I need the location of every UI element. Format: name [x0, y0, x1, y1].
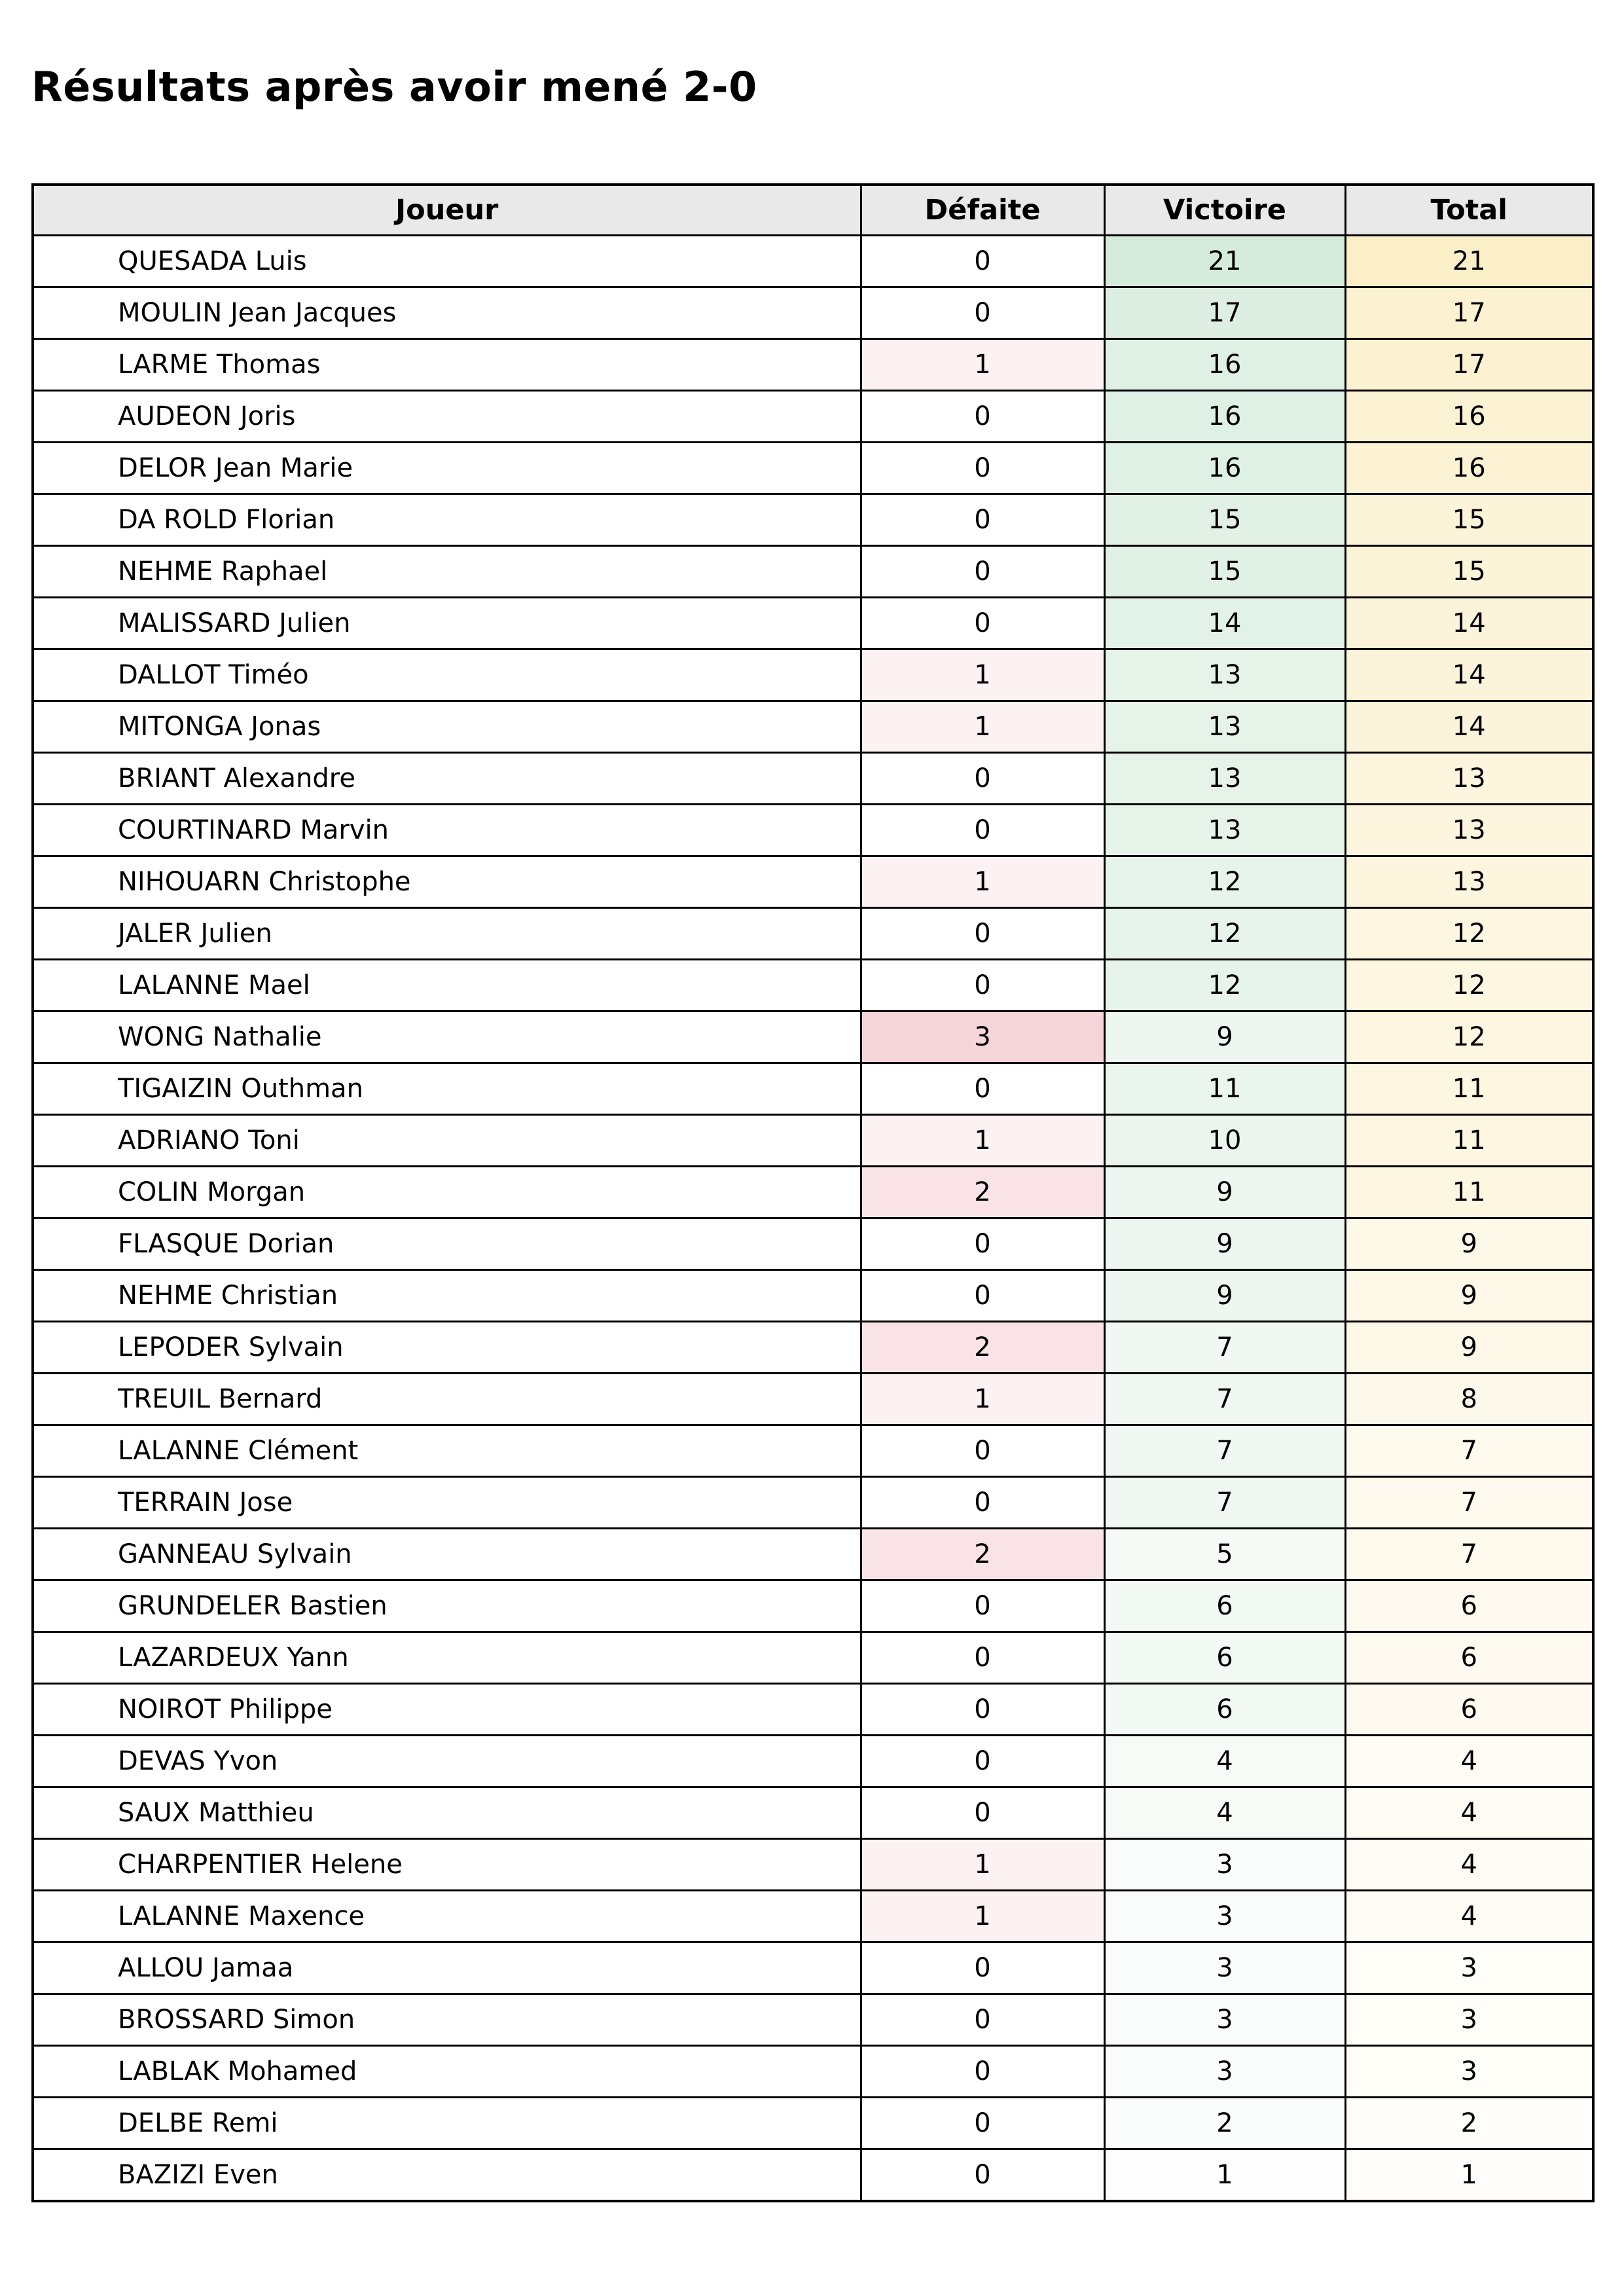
total-count-cell: 11	[1345, 1063, 1593, 1115]
defeat-count-cell: 1	[861, 1115, 1104, 1167]
defeat-count-cell: 0	[861, 546, 1104, 598]
player-name-cell: DELOR Jean Marie	[33, 443, 861, 494]
total-count-cell: 1	[1345, 2149, 1593, 2202]
victory-count-cell: 6	[1104, 1684, 1345, 1736]
table-row	[33, 1787, 1593, 1839]
table-row	[33, 649, 1593, 701]
total-count-cell: 3	[1345, 1942, 1593, 1994]
player-name-cell: BRIANT Alexandre	[33, 753, 861, 805]
total-count-cell: 3	[1345, 2046, 1593, 2098]
defeat-count-cell: 1	[861, 1891, 1104, 1942]
defeat-count-cell: 0	[861, 805, 1104, 856]
table-row	[33, 443, 1593, 494]
defeat-count-cell: 0	[861, 443, 1104, 494]
victory-count-cell: 4	[1104, 1736, 1345, 1787]
table-row	[33, 1425, 1593, 1477]
table-row	[33, 1529, 1593, 1580]
table-row	[33, 908, 1593, 960]
player-name-cell: NEHME Christian	[33, 1270, 861, 1322]
table-row	[33, 2046, 1593, 2098]
victory-count-cell: 7	[1104, 1322, 1345, 1374]
total-count-cell: 11	[1345, 1167, 1593, 1218]
total-count-cell: 15	[1345, 494, 1593, 546]
table-row	[33, 960, 1593, 1011]
total-count-cell: 6	[1345, 1580, 1593, 1632]
victory-count-cell: 15	[1104, 494, 1345, 546]
defeat-count-cell: 2	[861, 1322, 1104, 1374]
defeat-count-cell: 0	[861, 1270, 1104, 1322]
table-row	[33, 2098, 1593, 2149]
defeat-count-cell: 2	[861, 1529, 1104, 1580]
victory-count-cell: 13	[1104, 805, 1345, 856]
defeat-count-cell: 0	[861, 753, 1104, 805]
defeat-count-cell: 0	[861, 1063, 1104, 1115]
victory-count-cell: 13	[1104, 649, 1345, 701]
victory-count-cell: 1	[1104, 2149, 1345, 2202]
player-name-cell: BROSSARD Simon	[33, 1994, 861, 2046]
table-header-row	[33, 185, 1593, 236]
victory-count-cell: 12	[1104, 960, 1345, 1011]
victory-count-cell: 10	[1104, 1115, 1345, 1167]
victory-count-cell: 12	[1104, 856, 1345, 908]
total-count-cell: 3	[1345, 1994, 1593, 2046]
table-row	[33, 2149, 1593, 2202]
total-count-cell: 7	[1345, 1477, 1593, 1529]
total-count-cell: 8	[1345, 1374, 1593, 1425]
victory-count-cell: 13	[1104, 753, 1345, 805]
player-name-cell: COURTINARD Marvin	[33, 805, 861, 856]
table-row	[33, 1994, 1593, 2046]
table-row	[33, 1270, 1593, 1322]
player-name-cell: TREUIL Bernard	[33, 1374, 861, 1425]
victory-count-cell: 13	[1104, 701, 1345, 753]
player-name-cell: FLASQUE Dorian	[33, 1218, 861, 1270]
total-count-cell: 13	[1345, 753, 1593, 805]
total-count-cell: 15	[1345, 546, 1593, 598]
defeat-count-cell: 1	[861, 701, 1104, 753]
victory-count-cell: 7	[1104, 1425, 1345, 1477]
defeat-count-cell: 1	[861, 1374, 1104, 1425]
total-count-cell: 12	[1345, 960, 1593, 1011]
player-name-cell: NIHOUARN Christophe	[33, 856, 861, 908]
player-name-cell: MOULIN Jean Jacques	[33, 287, 861, 339]
defeat-count-cell: 2	[861, 1167, 1104, 1218]
player-name-cell: LALANNE Clément	[33, 1425, 861, 1477]
defeat-count-cell: 0	[861, 1787, 1104, 1839]
player-name-cell: DALLOT Timéo	[33, 649, 861, 701]
table-row	[33, 1632, 1593, 1684]
player-name-cell: LAZARDEUX Yann	[33, 1632, 861, 1684]
victory-count-cell: 2	[1104, 2098, 1345, 2149]
total-count-cell: 9	[1345, 1218, 1593, 1270]
player-name-cell: MITONGA Jonas	[33, 701, 861, 753]
table-row	[33, 805, 1593, 856]
victory-count-cell: 12	[1104, 908, 1345, 960]
total-count-cell: 14	[1345, 701, 1593, 753]
total-count-cell: 17	[1345, 287, 1593, 339]
defeat-count-cell: 0	[861, 1942, 1104, 1994]
table-row	[33, 1684, 1593, 1736]
table-header	[33, 185, 1593, 236]
total-count-cell: 9	[1345, 1270, 1593, 1322]
victory-count-cell: 9	[1104, 1270, 1345, 1322]
total-count-cell: 16	[1345, 391, 1593, 443]
total-count-cell: 4	[1345, 1891, 1593, 1942]
defeat-count-cell: 0	[861, 1477, 1104, 1529]
defeat-count-cell: 1	[861, 649, 1104, 701]
player-name-cell: GANNEAU Sylvain	[33, 1529, 861, 1580]
total-count-cell: 14	[1345, 649, 1593, 701]
player-name-cell: DA ROLD Florian	[33, 494, 861, 546]
victory-count-cell: 16	[1104, 339, 1345, 391]
table-row	[33, 1115, 1593, 1167]
victory-count-cell: 3	[1104, 1839, 1345, 1891]
player-name-cell: SAUX Matthieu	[33, 1787, 861, 1839]
player-name-cell: GRUNDELER Bastien	[33, 1580, 861, 1632]
table-row	[33, 339, 1593, 391]
player-name-cell: WONG Nathalie	[33, 1011, 861, 1063]
player-name-cell: LEPODER Sylvain	[33, 1322, 861, 1374]
table-row	[33, 1322, 1593, 1374]
table-row	[33, 753, 1593, 805]
victory-count-cell: 11	[1104, 1063, 1345, 1115]
table-row	[33, 1477, 1593, 1529]
table-row	[33, 391, 1593, 443]
victory-count-cell: 5	[1104, 1529, 1345, 1580]
defeat-count-cell: 0	[861, 1684, 1104, 1736]
page-title: Résultats après avoir mené 2-0	[31, 63, 757, 111]
victory-count-cell: 9	[1104, 1011, 1345, 1063]
defeat-count-cell: 0	[861, 2098, 1104, 2149]
victory-count-cell: 3	[1104, 1942, 1345, 1994]
total-count-cell: 9	[1345, 1322, 1593, 1374]
player-name-cell: LARME Thomas	[33, 339, 861, 391]
table-row	[33, 1374, 1593, 1425]
table-row	[33, 1580, 1593, 1632]
defeat-count-cell: 0	[861, 1218, 1104, 1270]
defeat-count-cell: 1	[861, 339, 1104, 391]
table-row	[33, 1736, 1593, 1787]
player-name-cell: DEVAS Yvon	[33, 1736, 861, 1787]
total-count-cell: 4	[1345, 1736, 1593, 1787]
defeat-count-cell: 1	[861, 856, 1104, 908]
victory-count-cell: 9	[1104, 1218, 1345, 1270]
defeat-count-cell: 0	[861, 287, 1104, 339]
player-name-cell: LABLAK Mohamed	[33, 2046, 861, 2098]
total-count-cell: 12	[1345, 908, 1593, 960]
defeat-count-cell: 0	[861, 598, 1104, 649]
player-name-cell: TIGAIZIN Outhman	[33, 1063, 861, 1115]
column-header-defaite: Défaite	[861, 185, 1104, 236]
player-name-cell: AUDEON Joris	[33, 391, 861, 443]
total-count-cell: 14	[1345, 598, 1593, 649]
defeat-count-cell: 0	[861, 1736, 1104, 1787]
defeat-count-cell: 0	[861, 2046, 1104, 2098]
player-name-cell: LALANNE Mael	[33, 960, 861, 1011]
total-count-cell: 2	[1345, 2098, 1593, 2149]
defeat-count-cell: 0	[861, 1425, 1104, 1477]
table-row	[33, 1839, 1593, 1891]
player-name-cell: DELBE Remi	[33, 2098, 861, 2149]
victory-count-cell: 21	[1104, 236, 1345, 287]
defeat-count-cell: 0	[861, 1994, 1104, 2046]
player-name-cell: ALLOU Jamaa	[33, 1942, 861, 1994]
defeat-count-cell: 0	[861, 236, 1104, 287]
column-header-victoire: Victoire	[1104, 185, 1345, 236]
table-row	[33, 701, 1593, 753]
total-count-cell: 6	[1345, 1684, 1593, 1736]
total-count-cell: 7	[1345, 1425, 1593, 1477]
table-row	[33, 598, 1593, 649]
player-name-cell: JALER Julien	[33, 908, 861, 960]
table-row	[33, 236, 1593, 287]
table-row	[33, 1942, 1593, 1994]
victory-count-cell: 7	[1104, 1477, 1345, 1529]
total-count-cell: 17	[1345, 339, 1593, 391]
total-count-cell: 6	[1345, 1632, 1593, 1684]
table-row	[33, 856, 1593, 908]
player-name-cell: NOIROT Philippe	[33, 1684, 861, 1736]
victory-count-cell: 4	[1104, 1787, 1345, 1839]
table-row	[33, 546, 1593, 598]
table-row	[33, 1167, 1593, 1218]
victory-count-cell: 15	[1104, 546, 1345, 598]
total-count-cell: 11	[1345, 1115, 1593, 1167]
total-count-cell: 13	[1345, 805, 1593, 856]
victory-count-cell: 6	[1104, 1580, 1345, 1632]
table-row	[33, 1011, 1593, 1063]
victory-count-cell: 9	[1104, 1167, 1345, 1218]
victory-count-cell: 3	[1104, 2046, 1345, 2098]
defeat-count-cell: 0	[861, 1632, 1104, 1684]
column-header-total: Total	[1345, 185, 1593, 236]
total-count-cell: 16	[1345, 443, 1593, 494]
player-name-cell: COLIN Morgan	[33, 1167, 861, 1218]
total-count-cell: 12	[1345, 1011, 1593, 1063]
player-name-cell: CHARPENTIER Helene	[33, 1839, 861, 1891]
player-name-cell: MALISSARD Julien	[33, 598, 861, 649]
player-name-cell: NEHME Raphael	[33, 546, 861, 598]
victory-count-cell: 16	[1104, 391, 1345, 443]
results-table	[31, 183, 1595, 2202]
table-row	[33, 494, 1593, 546]
victory-count-cell: 3	[1104, 1994, 1345, 2046]
total-count-cell: 21	[1345, 236, 1593, 287]
player-name-cell: LALANNE Maxence	[33, 1891, 861, 1942]
defeat-count-cell: 0	[861, 391, 1104, 443]
defeat-count-cell: 0	[861, 494, 1104, 546]
victory-count-cell: 17	[1104, 287, 1345, 339]
table-row	[33, 287, 1593, 339]
defeat-count-cell: 3	[861, 1011, 1104, 1063]
defeat-count-cell: 0	[861, 2149, 1104, 2202]
table-row	[33, 1063, 1593, 1115]
table-row	[33, 1218, 1593, 1270]
defeat-count-cell: 0	[861, 1580, 1104, 1632]
victory-count-cell: 3	[1104, 1891, 1345, 1942]
column-header-joueur: Joueur	[33, 185, 861, 236]
total-count-cell: 13	[1345, 856, 1593, 908]
player-name-cell: QUESADA Luis	[33, 236, 861, 287]
total-count-cell: 7	[1345, 1529, 1593, 1580]
table-row	[33, 1891, 1593, 1942]
victory-count-cell: 7	[1104, 1374, 1345, 1425]
player-name-cell: TERRAIN Jose	[33, 1477, 861, 1529]
defeat-count-cell: 0	[861, 908, 1104, 960]
table-body	[33, 236, 1593, 2202]
victory-count-cell: 6	[1104, 1632, 1345, 1684]
victory-count-cell: 14	[1104, 598, 1345, 649]
defeat-count-cell: 1	[861, 1839, 1104, 1891]
total-count-cell: 4	[1345, 1839, 1593, 1891]
player-name-cell: BAZIZI Even	[33, 2149, 861, 2202]
victory-count-cell: 16	[1104, 443, 1345, 494]
player-name-cell: ADRIANO Toni	[33, 1115, 861, 1167]
defeat-count-cell: 0	[861, 960, 1104, 1011]
total-count-cell: 4	[1345, 1787, 1593, 1839]
